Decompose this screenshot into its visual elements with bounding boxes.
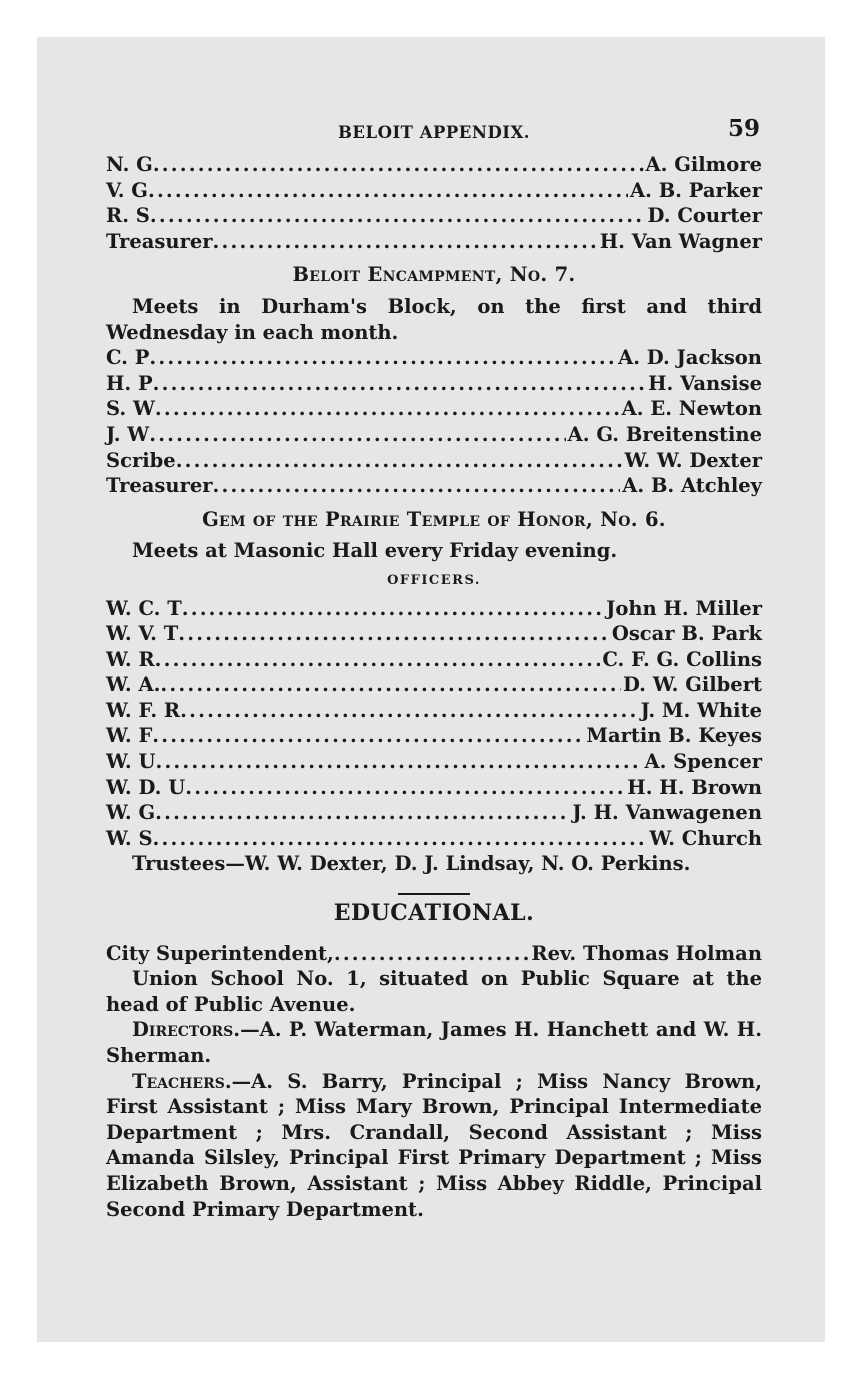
- dot-leader: [155, 647, 601, 673]
- dot-leader: [213, 473, 621, 499]
- officer-name: H. Vansise: [648, 371, 762, 395]
- temple-meeting-text: Meets at Masonic Hall every Friday evening.: [132, 539, 618, 563]
- officer-name: W. W. Dexter: [624, 448, 762, 472]
- officer-name: A. E. Newton: [621, 397, 762, 421]
- dot-leader: [178, 621, 610, 647]
- directors-text: —A. P. Waterman, James H. Hanchett and W. H. Sherman.: [106, 1018, 762, 1067]
- dot-leader: [176, 448, 623, 474]
- officer-title: J. W: [106, 422, 150, 446]
- officer-title: W. A.: [106, 673, 161, 697]
- officer-title: W. D. U: [106, 775, 186, 799]
- dot-leader: [155, 396, 620, 422]
- teachers-text: —A. S. Barry, Principal ; Miss Nancy Brown, First Assistant ; Miss Mary Brown, Principal Intermediate Department ; Mrs. Crandall, Second Assistant ; Miss Amanda Silsley, Principal First Primary Department ; Miss Elizabeth Brown, Assistant ; Miss Abbey Riddle, Principal Second Primary Department.: [106, 1069, 762, 1221]
- officer-name: Martin B. Keyes: [586, 724, 762, 748]
- officer-name: J. M. White: [640, 698, 762, 722]
- dot-leader: [152, 723, 584, 749]
- officer-title: City Superintendent,: [106, 941, 334, 965]
- officer-name: Rev. Thomas Holman: [531, 941, 762, 965]
- officer-title: C. P: [106, 346, 150, 370]
- officer-row: [106, 723, 762, 749]
- officer-name: H. H. Brown: [627, 775, 762, 799]
- officer-name: J. H. Vanwagenen: [572, 801, 762, 825]
- officer-name: H. Van Wagner: [599, 229, 762, 253]
- trustees-line: Trustees—W. W. Dexter, D. J. Lindsay, N. O. Perkins.: [132, 852, 691, 876]
- dot-leader: [334, 941, 530, 967]
- teachers-label: Teachers.: [132, 1069, 232, 1093]
- officer-name: A. B. Parker: [629, 178, 762, 202]
- officer-row: [106, 448, 762, 474]
- directors-paragraph: [106, 1017, 762, 1068]
- officer-name: D. W. Gilbert: [622, 673, 762, 697]
- dot-leader: [155, 800, 570, 826]
- dot-leader: [180, 698, 639, 724]
- dot-leader: [150, 203, 646, 229]
- educational-heading: EDUCATIONAL.: [333, 900, 535, 927]
- officer-name: A. Spencer: [644, 750, 762, 774]
- officer-title: Treasurer: [106, 229, 213, 253]
- dot-leader: [213, 229, 598, 255]
- running-title: BELOIT APPENDIX.: [337, 123, 531, 142]
- officer-name: A. B. Atchley: [622, 474, 762, 498]
- officer-row: [106, 422, 762, 448]
- page-number: 59: [727, 115, 760, 142]
- encampment-meeting-text: Meets in Durham's Block, on the first and third Wednesday in each month.: [106, 294, 762, 344]
- teachers-paragraph: [106, 1069, 762, 1223]
- officer-row: [106, 473, 762, 499]
- officer-name: A. G. Breitenstine: [567, 422, 762, 446]
- officer-name: Oscar B. Park: [611, 622, 762, 646]
- dot-leader: [185, 775, 625, 801]
- dot-leader: [153, 371, 646, 397]
- temple-officers-list: [106, 596, 762, 852]
- officer-title: W. F: [106, 724, 153, 748]
- officers-subheading: OFFICERS.: [387, 572, 481, 588]
- dot-leader: [160, 672, 621, 698]
- officer-row: [106, 203, 762, 229]
- directors-label: Directors.: [132, 1018, 241, 1042]
- officer-row: [106, 371, 762, 397]
- officer-title: W. G: [106, 801, 156, 825]
- officer-row: [106, 647, 762, 673]
- officer-row: [106, 621, 762, 647]
- dot-leader: [149, 345, 616, 371]
- union-school-text: Union School No. 1, situated on Public Square at the head of Public Avenue.: [106, 967, 762, 1016]
- officer-name: D. Courter: [647, 204, 762, 228]
- officer-row: [106, 596, 762, 622]
- dot-leader: [153, 152, 644, 178]
- officer-title: N. G: [106, 153, 153, 176]
- section-divider: [398, 893, 470, 895]
- officer-title: W. U: [106, 750, 156, 774]
- officer-name: W. Church: [649, 826, 762, 850]
- superintendent-row: [106, 941, 762, 967]
- officer-row: [106, 698, 762, 724]
- officer-title: W. F. R: [106, 698, 181, 722]
- running-head: [106, 115, 762, 152]
- officer-name: A. Gilmore: [645, 153, 762, 176]
- officer-name: A. D. Jackson: [618, 346, 762, 370]
- officers-top-list: [106, 152, 762, 254]
- dot-leader: [155, 749, 642, 775]
- officer-title: H. P: [106, 371, 153, 395]
- officer-row: [106, 826, 762, 852]
- officer-row: [106, 749, 762, 775]
- officer-title: W. R: [106, 647, 155, 671]
- officer-row: [106, 152, 762, 178]
- officer-title: Scribe: [106, 448, 176, 472]
- officer-row: [106, 672, 762, 698]
- encampment-officers-list: [106, 345, 762, 499]
- dot-leader: [182, 596, 604, 622]
- officer-row: [106, 775, 762, 801]
- dot-leader: [149, 422, 565, 448]
- officer-row: [106, 178, 762, 204]
- officer-row: [106, 345, 762, 371]
- officer-row: [106, 229, 762, 255]
- dot-leader: [148, 178, 628, 204]
- officer-title: V. G: [106, 178, 148, 202]
- officer-title: W. C. T: [106, 596, 182, 620]
- officer-title: S. W: [106, 397, 155, 421]
- officer-title: Treasurer: [106, 474, 213, 498]
- officer-title: W. V. T: [106, 622, 179, 646]
- officer-row: [106, 800, 762, 826]
- officer-row: [106, 396, 762, 422]
- temple-heading: Gem of the Prairie Temple of Honor, No. 6.: [202, 507, 666, 531]
- dot-leader: [153, 826, 648, 852]
- officer-name: C. F. G. Collins: [602, 647, 762, 671]
- encampment-heading: Beloit Encampment, No. 7.: [292, 263, 576, 287]
- officer-title: R. S: [106, 204, 150, 228]
- officer-name: John H. Miller: [606, 596, 762, 620]
- page-text: [106, 115, 762, 1222]
- officer-title: W. S: [106, 826, 153, 850]
